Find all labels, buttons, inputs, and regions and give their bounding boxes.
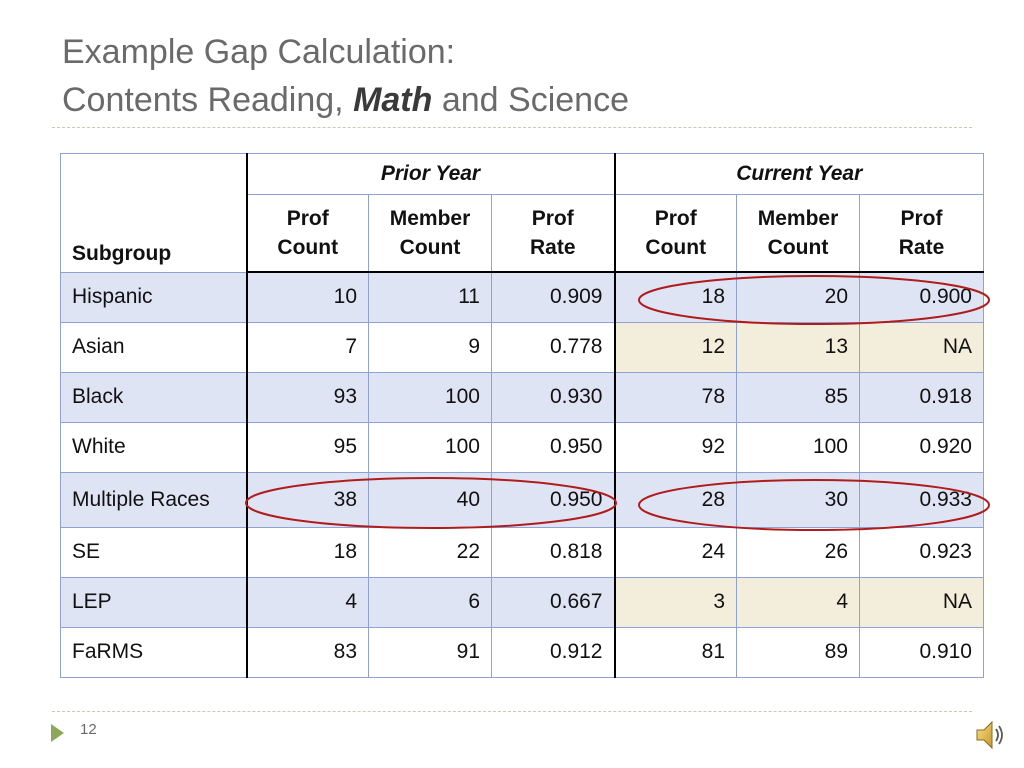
speaker-icon[interactable]	[973, 717, 1009, 753]
value-cell: 10	[247, 272, 369, 322]
value-cell: 0.910	[860, 627, 984, 677]
value-cell: 11	[369, 272, 492, 322]
value-cell: 4	[737, 577, 860, 627]
value-cell: 0.778	[492, 322, 615, 372]
value-cell: 0.818	[492, 527, 615, 577]
subgroup-cell: FaRMS	[61, 627, 247, 677]
value-cell: 13	[737, 322, 860, 372]
page-number: 12	[80, 721, 97, 738]
value-cell: 100	[369, 422, 492, 472]
prior-year-header: Prior Year	[247, 154, 615, 195]
column-header: Prof Count	[247, 195, 369, 273]
value-cell: 20	[737, 272, 860, 322]
value-cell: 12	[615, 322, 737, 372]
value-cell: 4	[247, 577, 369, 627]
value-cell: 0.909	[492, 272, 615, 322]
value-cell: 0.918	[860, 372, 984, 422]
value-cell: 0.950	[492, 472, 615, 527]
value-cell: 0.933	[860, 472, 984, 527]
value-cell: 18	[615, 272, 737, 322]
subgroup-cell: Asian	[61, 322, 247, 372]
value-cell: 0.920	[860, 422, 984, 472]
value-cell: 83	[247, 627, 369, 677]
value-cell: 89	[737, 627, 860, 677]
value-cell: 28	[615, 472, 737, 527]
column-header: Member Count	[737, 195, 860, 273]
value-cell: NA	[860, 322, 984, 372]
value-cell: 78	[615, 372, 737, 422]
value-cell: 24	[615, 527, 737, 577]
value-cell: 0.950	[492, 422, 615, 472]
play-arrow-icon	[51, 724, 64, 742]
value-cell: 95	[247, 422, 369, 472]
subgroup-cell: SE	[61, 527, 247, 577]
value-cell: 26	[737, 527, 860, 577]
value-cell: 0.900	[860, 272, 984, 322]
divider-bottom	[52, 711, 972, 712]
subgroup-header: Subgroup	[61, 154, 247, 273]
value-cell: 93	[247, 372, 369, 422]
oval-multiple-races-current	[639, 480, 989, 530]
column-header: Member Count	[369, 195, 492, 273]
column-header: Prof Rate	[492, 195, 615, 273]
value-cell: 0.930	[492, 372, 615, 422]
value-cell: 22	[369, 527, 492, 577]
value-cell: 38	[247, 472, 369, 527]
oval-hispanic-current	[639, 276, 989, 324]
value-cell: 9	[369, 322, 492, 372]
value-cell: 0.923	[860, 527, 984, 577]
title-emphasis: Math	[353, 81, 433, 119]
value-cell: 81	[615, 627, 737, 677]
value-cell: 100	[369, 372, 492, 422]
value-cell: 91	[369, 627, 492, 677]
value-cell: 6	[369, 577, 492, 627]
subgroup-cell: Black	[61, 372, 247, 422]
subgroup-cell: LEP	[61, 577, 247, 627]
title-line-1: Example Gap Calculation:	[62, 33, 456, 71]
value-cell: 100	[737, 422, 860, 472]
oval-multiple-races-prior	[246, 478, 616, 528]
value-cell: 3	[615, 577, 737, 627]
subgroup-cell: White	[61, 422, 247, 472]
value-cell: 18	[247, 527, 369, 577]
value-cell: 92	[615, 422, 737, 472]
value-cell: NA	[860, 577, 984, 627]
value-cell: 7	[247, 322, 369, 372]
current-year-header: Current Year	[615, 154, 984, 195]
value-cell: 30	[737, 472, 860, 527]
column-header: Prof Rate	[860, 195, 984, 273]
value-cell: 40	[369, 472, 492, 527]
subgroup-cell: Multiple Races	[61, 472, 247, 527]
value-cell: 85	[737, 372, 860, 422]
value-cell: 0.912	[492, 627, 615, 677]
column-header: Prof Count	[615, 195, 737, 273]
title-line-2: Contents Reading, Math and Science	[62, 81, 629, 119]
subgroup-cell: Hispanic	[61, 272, 247, 322]
value-cell: 0.667	[492, 577, 615, 627]
